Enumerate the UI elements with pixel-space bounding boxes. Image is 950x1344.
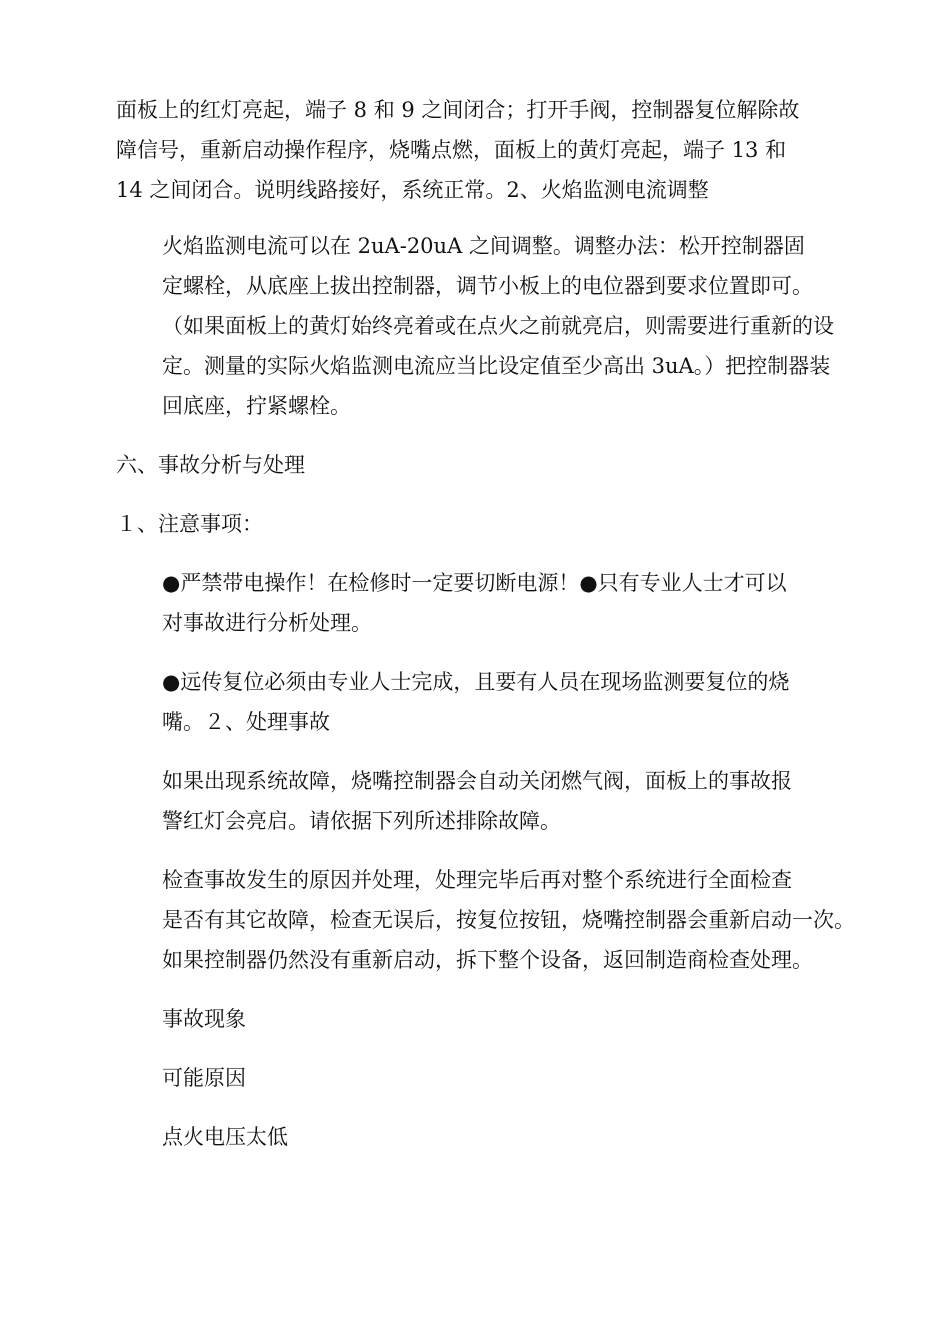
text-line: 定螺栓，从底座上拔出控制器，调节小板上的电位器到要求位置即可。 (162, 274, 813, 298)
paragraph-flame-current (116, 226, 836, 426)
paragraph-safety-note (116, 563, 836, 643)
text-line: 定。测量的实际火焰监测电流应当比设定值至少高出 3uA。）把控制器装 (162, 354, 831, 378)
text-line: 如果出现系统故障，烧嘴控制器会自动关闭燃气阀，面板上的事故报 (162, 769, 792, 793)
text-line: 检查事故发生的原因并处理，处理完毕后再对整个系统进行全面检查 (162, 868, 792, 892)
text-line: 事故现象 (162, 1007, 246, 1031)
text-line: 如果控制器仍然没有重新启动，拆下整个设备，返回制造商检查处理。 (162, 948, 813, 972)
text-line: 14 之间闭合。说明线路接好，系统正常。2、火焰监测电流调整 (116, 178, 709, 202)
paragraph-inspection (116, 860, 855, 980)
item-low-ignition-voltage (116, 1117, 836, 1157)
subsection-heading (116, 504, 836, 544)
label-fault-symptom (116, 999, 836, 1039)
text-line: 是否有其它故障，检查无误后，按复位按钮，烧嘴控制器会重新启动一次。 (162, 908, 855, 932)
section-heading (116, 445, 836, 485)
label-possible-cause (116, 1058, 836, 1098)
text-line: ●远传复位必须由专业人士完成，且要有人员在现场监测要复位的烧 (162, 670, 790, 694)
text-line: 点火电压太低 (162, 1125, 288, 1149)
text-line: １、注意事项： (116, 512, 263, 536)
text-line: 嘴。２、处理事故 (162, 710, 330, 734)
text-line: 火焰监测电流可以在 2uA-20uA 之间调整。调整办法：松开控制器固 (162, 234, 805, 258)
text-line: 六、事故分析与处理 (116, 453, 305, 477)
paragraph-wiring-check (116, 90, 836, 210)
document-page (116, 90, 855, 1157)
text-line: 面板上的红灯亮起，端子 8 和 9 之间闭合；打开手阀，控制器复位解除故 (116, 98, 800, 122)
paragraph-system-fault (116, 761, 836, 841)
text-line: 警红灯会亮启。请依据下列所述排除故障。 (162, 809, 561, 833)
text-line: 对事故进行分析处理。 (162, 611, 372, 635)
text-line: 回底座，拧紧螺栓。 (162, 394, 351, 418)
text-line: 可能原因 (162, 1066, 246, 1090)
text-line: （如果面板上的黄灯始终亮着或在点火之前就亮启，则需要进行重新的设 (162, 314, 834, 338)
text-line: 障信号，重新启动操作程序，烧嘴点燃，面板上的黄灯亮起，端子 13 和 (116, 138, 787, 162)
paragraph-remote-reset (116, 662, 836, 742)
text-line: ●严禁带电操作！在检修时一定要切断电源！●只有专业人士才可以 (162, 571, 787, 595)
